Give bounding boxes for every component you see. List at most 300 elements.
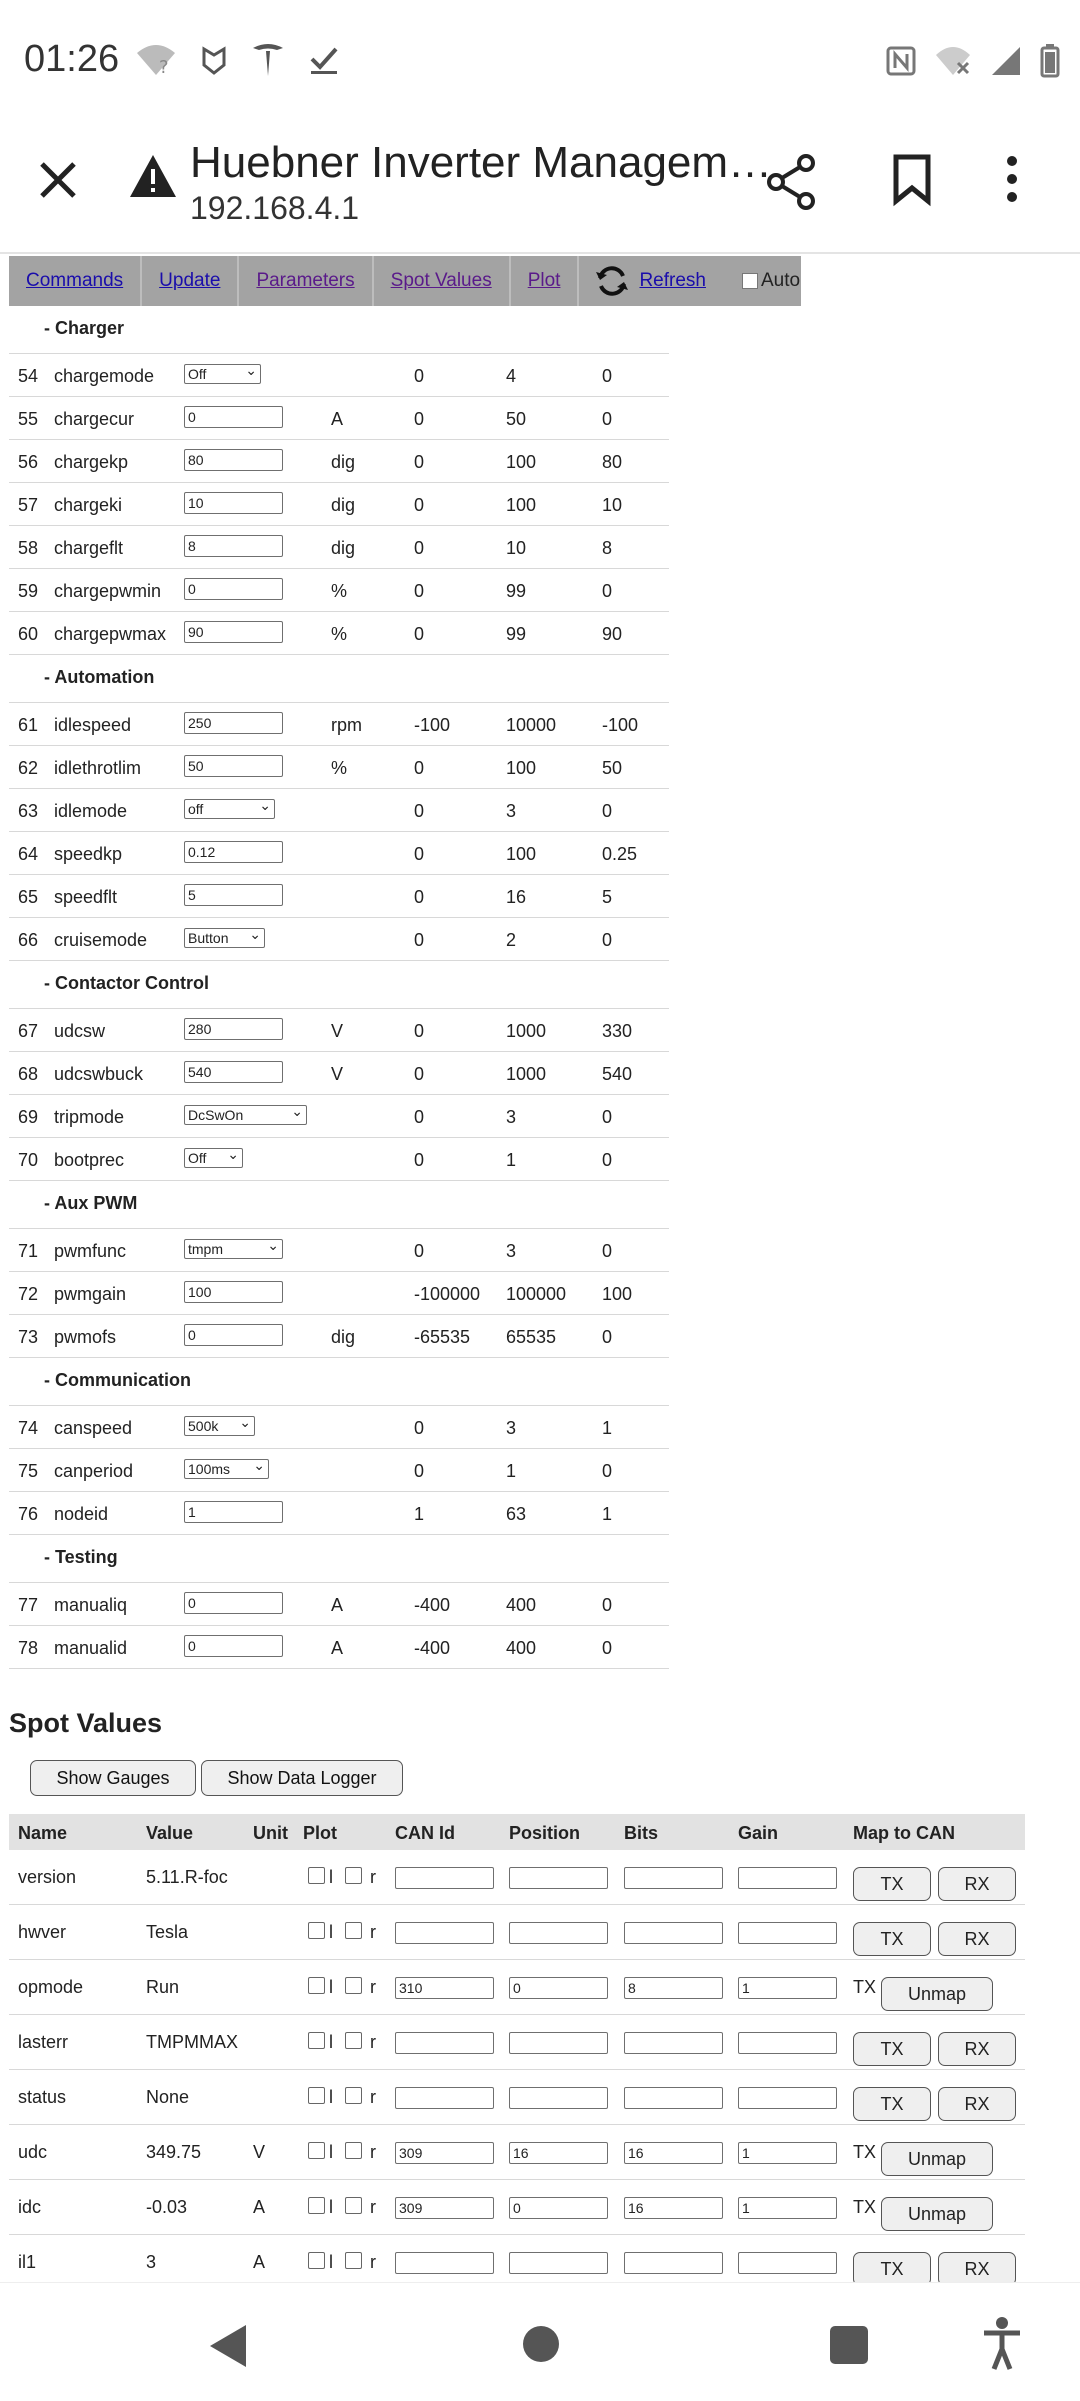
plot-left-label: l — [329, 1977, 333, 1997]
param-unit: A — [331, 1638, 344, 1658]
param-category-row — [9, 1181, 669, 1229]
param-category-label: - Charger — [44, 318, 125, 338]
plot-right-label: r — [370, 2142, 376, 2162]
param-input-pwmofs[interactable]: 0 — [184, 1324, 283, 1346]
plot-left-label: l — [329, 2252, 333, 2272]
param-max: 3 — [506, 801, 517, 821]
rx-button[interactable]: RX — [938, 2032, 1016, 2066]
param-min: -400 — [414, 1638, 451, 1658]
param-select-chargemode[interactable]: Off ⌄ — [184, 364, 261, 384]
param-max: 400 — [506, 1638, 537, 1658]
param-name: chargemode — [54, 366, 155, 386]
param-row-manualid — [9, 1626, 669, 1669]
param-name: idlespeed — [54, 715, 132, 735]
param-min: 0 — [414, 495, 425, 515]
nav-refresh-link[interactable]: Refresh — [639, 270, 706, 291]
spot-value: None — [146, 2087, 190, 2107]
plot-left-checkbox[interactable] — [308, 2032, 325, 2049]
param-max: 3 — [506, 1241, 517, 1261]
param-min: 0 — [414, 538, 425, 558]
more-options-icon[interactable] — [1002, 154, 1022, 204]
parameters-table — [9, 306, 669, 1669]
param-unit: % — [331, 624, 348, 644]
param-min: 0 — [414, 1107, 425, 1127]
spot-name: udc — [18, 2142, 48, 2162]
header-plot: Plot — [303, 1823, 337, 1843]
param-select-tripmode[interactable]: DcSwOn ⌄ — [184, 1105, 307, 1125]
param-select-cruisemode[interactable]: Button ⌄ — [184, 928, 265, 948]
spot-row-status — [9, 2070, 1025, 2125]
page-title[interactable]: Huebner Inverter Managem… — [190, 138, 773, 187]
param-unit: dig — [331, 495, 356, 515]
header-map-to-can: Map to CAN — [853, 1823, 955, 1843]
param-max: 3 — [506, 1418, 517, 1438]
spot-name: idc — [18, 2197, 42, 2217]
param-default: 50 — [602, 758, 623, 778]
param-input-speedkp[interactable]: 0.12 — [184, 841, 283, 863]
param-row-chargepwmax — [9, 612, 669, 655]
param-category-label: - Communication — [44, 1370, 191, 1390]
header-unit: Unit — [253, 1823, 288, 1843]
plot-right-checkbox[interactable] — [345, 2087, 362, 2104]
spot-name: opmode — [18, 1977, 84, 1997]
spot-unit: A — [253, 2197, 266, 2217]
param-max: 63 — [506, 1504, 527, 1524]
spot-row-hwver — [9, 1905, 1025, 1960]
param-name: speedflt — [54, 887, 118, 907]
plot-right-label: r — [370, 2032, 376, 2052]
param-input-chargeki[interactable]: 10 — [184, 492, 283, 514]
param-max: 1000 — [506, 1064, 547, 1084]
param-name: pwmfunc — [54, 1241, 127, 1261]
auto-checkbox[interactable] — [742, 273, 758, 289]
spot-unit: A — [253, 2252, 266, 2272]
param-name: chargekp — [54, 452, 129, 472]
param-id: 58 — [18, 538, 39, 558]
param-min: -65535 — [414, 1327, 471, 1347]
param-min: -100 — [414, 715, 451, 735]
bits-input[interactable] — [624, 1922, 723, 1944]
param-input-chargepwmax[interactable]: 90 — [184, 621, 283, 643]
nav-plot-link[interactable]: Plot — [511, 256, 580, 306]
param-row-canspeed — [9, 1406, 669, 1449]
spot-value: Run — [146, 1977, 180, 1997]
unmap-button[interactable]: Unmap — [881, 2142, 993, 2176]
plot-right-label: r — [370, 1867, 376, 1887]
param-select-pwmfunc[interactable]: tmpm ⌄ — [184, 1239, 283, 1259]
param-input-manualiq[interactable]: 0 — [184, 1592, 283, 1614]
spot-value: 349.75 — [146, 2142, 202, 2162]
position-input[interactable]: 0 — [509, 1977, 608, 1999]
param-row-speedflt — [9, 875, 669, 918]
nav-parameters-link[interactable]: Parameters — [239, 256, 373, 306]
param-id: 74 — [18, 1418, 39, 1438]
bits-input[interactable]: 16 — [624, 2197, 723, 2219]
param-row-nodeid — [9, 1492, 669, 1535]
param-input-udcswbuck[interactable]: 540 — [184, 1061, 283, 1083]
unmap-button[interactable]: Unmap — [881, 1977, 993, 2011]
param-name: chargecur — [54, 409, 135, 429]
param-max: 10000 — [506, 715, 557, 735]
param-default: 0 — [602, 801, 613, 821]
param-id: 71 — [18, 1241, 39, 1261]
param-name: chargeki — [54, 495, 123, 515]
tx-label: TX — [853, 2142, 877, 2162]
gain-input[interactable]: 1 — [738, 2142, 837, 2164]
can-id-input[interactable] — [395, 1867, 494, 1889]
param-default: 0 — [602, 1327, 613, 1347]
plot-left-label: l — [329, 1922, 333, 1942]
position-input[interactable]: 0 — [509, 2197, 608, 2219]
param-input-chargepwmin[interactable]: 0 — [184, 578, 283, 600]
spot-row-lasterr — [9, 2015, 1025, 2070]
param-name: idlethrotlim — [54, 758, 142, 778]
plot-left-checkbox[interactable] — [308, 2252, 325, 2269]
clock: 01:26 — [24, 38, 120, 80]
unmap-button[interactable]: Unmap — [881, 2197, 993, 2231]
nav-spot-values-link[interactable]: Spot Values — [374, 256, 511, 306]
gain-input[interactable] — [738, 2087, 837, 2109]
param-min: 0 — [414, 801, 425, 821]
param-id: 76 — [18, 1504, 39, 1524]
plot-right-label: r — [370, 1977, 376, 1997]
show-data-logger-button[interactable]: Show Data Logger — [201, 1760, 403, 1796]
header-can-id: CAN Id — [395, 1823, 455, 1843]
plot-right-label: r — [370, 2197, 376, 2217]
spot-value: -0.03 — [146, 2197, 188, 2217]
param-name: nodeid — [54, 1504, 109, 1524]
bits-input[interactable] — [624, 1867, 723, 1889]
param-default: 0 — [602, 1241, 613, 1261]
param-default: 0 — [602, 930, 613, 950]
param-max: 4 — [506, 366, 517, 386]
param-name: pwmgain — [54, 1284, 127, 1304]
spot-table-header — [9, 1814, 1025, 1850]
can-id-input[interactable] — [395, 2087, 494, 2109]
plot-left-checkbox[interactable] — [308, 2087, 325, 2104]
gain-input[interactable] — [738, 2032, 837, 2054]
plot-left-checkbox[interactable] — [308, 2142, 325, 2159]
plot-left-checkbox[interactable] — [308, 1977, 325, 1994]
wifi-off-icon — [934, 45, 972, 77]
param-unit: dig — [331, 452, 356, 472]
param-name: canperiod — [54, 1461, 134, 1481]
param-input-idlespeed[interactable]: 250 — [184, 712, 283, 734]
param-min: 0 — [414, 1418, 425, 1438]
can-id-input[interactable]: 310 — [395, 1977, 494, 1999]
position-input[interactable] — [509, 1867, 608, 1889]
plot-right-checkbox[interactable] — [345, 2197, 362, 2214]
position-input[interactable] — [509, 2252, 608, 2274]
plot-right-checkbox[interactable] — [345, 2252, 362, 2269]
tesla-icon — [251, 42, 285, 78]
rx-button[interactable]: RX — [938, 2252, 1016, 2286]
plot-left-label: l — [329, 2197, 333, 2217]
param-row-chargeflt — [9, 526, 669, 569]
param-min: 0 — [414, 624, 425, 644]
show-gauges-button[interactable]: Show Gauges — [30, 1760, 196, 1796]
position-input[interactable] — [509, 2032, 608, 2054]
param-input-chargecur[interactable]: 0 — [184, 406, 283, 428]
rx-button[interactable]: RX — [938, 1922, 1016, 1956]
spot-row-idc — [9, 2180, 1025, 2235]
tx-button[interactable]: TX — [853, 2087, 931, 2121]
param-row-chargecur — [9, 397, 669, 440]
gain-input[interactable] — [738, 2252, 837, 2274]
param-default: -100 — [602, 715, 639, 735]
share-icon[interactable] — [766, 154, 816, 210]
can-id-input[interactable] — [395, 1922, 494, 1944]
wifi-unknown-icon — [135, 43, 177, 77]
tx-label: TX — [853, 2197, 877, 2217]
tx-button[interactable]: TX — [853, 2032, 931, 2066]
bits-input[interactable] — [624, 2252, 723, 2274]
param-name: udcswbuck — [54, 1064, 144, 1084]
header-name: Name — [18, 1823, 68, 1843]
param-default: 330 — [602, 1021, 633, 1041]
spot-values-heading: Spot Values — [9, 1708, 163, 1738]
param-default: 0 — [602, 1461, 613, 1481]
can-id-input[interactable] — [395, 2252, 494, 2274]
param-id: 55 — [18, 409, 39, 429]
position-input[interactable] — [509, 1922, 608, 1944]
system-icons — [886, 44, 1060, 78]
param-default: 0.25 — [602, 844, 638, 864]
plot-left-checkbox[interactable] — [308, 2197, 325, 2214]
param-category-label: - Automation — [44, 667, 155, 687]
param-unit: V — [331, 1064, 344, 1084]
svg-text:?: ? — [159, 57, 169, 78]
param-id: 75 — [18, 1461, 39, 1481]
position-input[interactable] — [509, 2087, 608, 2109]
spot-value: TMPMMAX — [146, 2032, 238, 2052]
plot-right-label: r — [370, 1922, 376, 1942]
param-default: 0 — [602, 581, 613, 601]
param-default: 0 — [602, 1107, 613, 1127]
plot-left-label: l — [329, 2087, 333, 2107]
param-row-chargekp — [9, 440, 669, 483]
param-min: 0 — [414, 758, 425, 778]
tx-button[interactable]: TX — [853, 1867, 931, 1901]
param-id: 68 — [18, 1064, 39, 1084]
param-id: 60 — [18, 624, 39, 644]
param-id: 77 — [18, 1595, 39, 1615]
spot-value: 5.11.R-foc — [146, 1867, 228, 1887]
param-input-manualid[interactable]: 0 — [184, 1635, 283, 1657]
system-navigation-bar — [0, 2282, 1080, 2401]
browser-app-bar — [0, 128, 1080, 254]
rx-button[interactable]: RX — [938, 2087, 1016, 2121]
tx-button[interactable]: TX — [853, 2252, 931, 2286]
param-select-bootprec[interactable]: Off ⌄ — [184, 1148, 243, 1168]
gain-input[interactable] — [738, 1922, 837, 1944]
plot-left-checkbox[interactable] — [308, 1922, 325, 1939]
param-category-row — [9, 655, 669, 703]
auto-refresh-toggle[interactable] — [742, 270, 800, 292]
param-max: 100 — [506, 844, 537, 864]
param-id: 56 — [18, 452, 39, 472]
shield-icon — [201, 45, 227, 75]
param-id: 62 — [18, 758, 39, 778]
nfc-icon — [886, 46, 916, 76]
param-default: 1 — [602, 1504, 613, 1524]
warning-icon[interactable] — [128, 153, 178, 199]
spot-row-version — [9, 1850, 1025, 1905]
param-default: 1 — [602, 1418, 613, 1438]
spot-value: Tesla — [146, 1922, 189, 1942]
can-id-input[interactable]: 309 — [395, 2142, 494, 2164]
param-min: 0 — [414, 452, 425, 472]
param-name: pwmofs — [54, 1327, 117, 1347]
back-icon[interactable] — [208, 2323, 248, 2369]
plot-left-label: l — [329, 2142, 333, 2162]
param-max: 65535 — [506, 1327, 557, 1347]
plot-left-checkbox[interactable] — [308, 1867, 325, 1884]
rx-button[interactable]: RX — [938, 1867, 1016, 1901]
param-max: 100 — [506, 495, 537, 515]
param-input-chargeflt[interactable]: 8 — [184, 535, 283, 557]
web-content — [0, 254, 1080, 2279]
gain-input[interactable] — [738, 1867, 837, 1889]
param-unit: % — [331, 581, 348, 601]
param-unit: dig — [331, 538, 356, 558]
param-row-pwmofs — [9, 1315, 669, 1358]
plot-right-checkbox[interactable] — [345, 1922, 362, 1939]
param-max: 2 — [506, 930, 517, 950]
param-default: 90 — [602, 624, 623, 644]
plot-right-label: r — [370, 2252, 376, 2272]
param-id: 70 — [18, 1150, 39, 1170]
plot-left-label: l — [329, 1867, 333, 1887]
param-min: 0 — [414, 581, 425, 601]
param-default: 0 — [602, 1638, 613, 1658]
param-default: 10 — [602, 495, 623, 515]
accessibility-icon[interactable] — [982, 2317, 1022, 2371]
spot-row-udc — [9, 2125, 1025, 2180]
param-max: 99 — [506, 581, 527, 601]
param-default: 80 — [602, 452, 623, 472]
tx-button[interactable]: TX — [853, 1922, 931, 1956]
refresh-icon[interactable] — [595, 266, 629, 296]
param-unit: rpm — [331, 715, 362, 735]
nav-update-link[interactable]: Update — [142, 256, 239, 306]
plot-right-checkbox[interactable] — [345, 2032, 362, 2049]
param-select-canperiod[interactable]: 100ms ⌄ — [184, 1459, 269, 1479]
home-icon[interactable] — [522, 2325, 560, 2363]
param-name: cruisemode — [54, 930, 148, 950]
spot-name: lasterr — [18, 2032, 69, 2052]
param-category-row — [9, 1358, 669, 1406]
param-min: 0 — [414, 844, 425, 864]
param-row-chargemode — [9, 354, 669, 397]
param-input-pwmgain[interactable]: 100 — [184, 1281, 283, 1303]
param-unit: % — [331, 758, 348, 778]
param-min: 0 — [414, 1150, 425, 1170]
param-max: 99 — [506, 624, 527, 644]
nav-commands-link[interactable]: Commands — [9, 256, 142, 306]
param-row-chargeki — [9, 483, 669, 526]
can-id-input[interactable] — [395, 2032, 494, 2054]
param-name: chargepwmax — [54, 624, 167, 644]
param-name: bootprec — [54, 1150, 125, 1170]
param-default: 540 — [602, 1064, 633, 1084]
param-name: chargeflt — [54, 538, 124, 558]
tx-label: TX — [853, 1977, 877, 1997]
param-row-idlethrotlim — [9, 746, 669, 789]
param-min: 1 — [414, 1504, 425, 1524]
param-row-chargepwmin — [9, 569, 669, 612]
param-input-nodeid[interactable]: 1 — [184, 1501, 283, 1523]
position-input[interactable]: 16 — [509, 2142, 608, 2164]
param-select-idlemode[interactable]: off ⌄ — [184, 799, 275, 819]
spot-name: hwver — [18, 1922, 67, 1942]
plot-right-checkbox[interactable] — [345, 1977, 362, 1994]
param-name: idlemode — [54, 801, 128, 821]
plot-right-checkbox[interactable] — [345, 2142, 362, 2159]
param-max: 16 — [506, 887, 527, 907]
param-input-idlethrotlim[interactable]: 50 — [184, 755, 283, 777]
param-default: 8 — [602, 538, 613, 558]
bits-input[interactable] — [624, 2087, 723, 2109]
header-gain: Gain — [738, 1823, 779, 1843]
bits-input[interactable]: 8 — [624, 1977, 723, 1999]
spot-name: status — [18, 2087, 67, 2107]
param-max: 400 — [506, 1595, 537, 1615]
page-url[interactable]: 192.168.4.1 — [190, 190, 360, 226]
param-row-tripmode — [9, 1095, 669, 1138]
param-row-udcswbuck — [9, 1052, 669, 1095]
param-row-speedkp — [9, 832, 669, 875]
param-row-cruisemode — [9, 918, 669, 961]
param-min: -100000 — [414, 1284, 481, 1304]
param-max: 10 — [506, 538, 527, 558]
param-id: 63 — [18, 801, 39, 821]
param-id: 64 — [18, 844, 39, 864]
param-name: chargepwmin — [54, 581, 162, 601]
status-bar — [0, 0, 1080, 128]
bits-input[interactable]: 16 — [624, 2142, 723, 2164]
param-name: udcsw — [54, 1021, 106, 1041]
param-input-udcsw[interactable]: 280 — [184, 1018, 283, 1040]
param-min: 0 — [414, 409, 425, 429]
param-min: -400 — [414, 1595, 451, 1615]
gain-input[interactable]: 1 — [738, 2197, 837, 2219]
param-id: 72 — [18, 1284, 39, 1304]
param-id: 61 — [18, 715, 39, 735]
param-row-udcsw — [9, 1009, 669, 1052]
param-default: 0 — [602, 409, 613, 429]
param-input-speedflt[interactable]: 5 — [184, 884, 283, 906]
can-id-input[interactable]: 309 — [395, 2197, 494, 2219]
param-unit: V — [331, 1021, 344, 1041]
plot-right-checkbox[interactable] — [345, 1867, 362, 1884]
param-select-canspeed[interactable]: 500k ⌄ — [184, 1416, 255, 1436]
battery-icon — [1040, 44, 1060, 78]
close-icon[interactable] — [36, 158, 80, 202]
recents-icon[interactable] — [829, 2325, 869, 2365]
param-unit: dig — [331, 1327, 356, 1347]
param-default: 5 — [602, 887, 613, 907]
param-max: 100 — [506, 758, 537, 778]
param-name: speedkp — [54, 844, 123, 864]
bits-input[interactable] — [624, 2032, 723, 2054]
gain-input[interactable]: 1 — [738, 1977, 837, 1999]
param-category-row — [9, 306, 669, 354]
param-id: 66 — [18, 930, 39, 950]
bookmark-icon[interactable] — [892, 154, 932, 204]
param-input-chargekp[interactable]: 80 — [184, 449, 283, 471]
header-position: Position — [509, 1823, 580, 1843]
